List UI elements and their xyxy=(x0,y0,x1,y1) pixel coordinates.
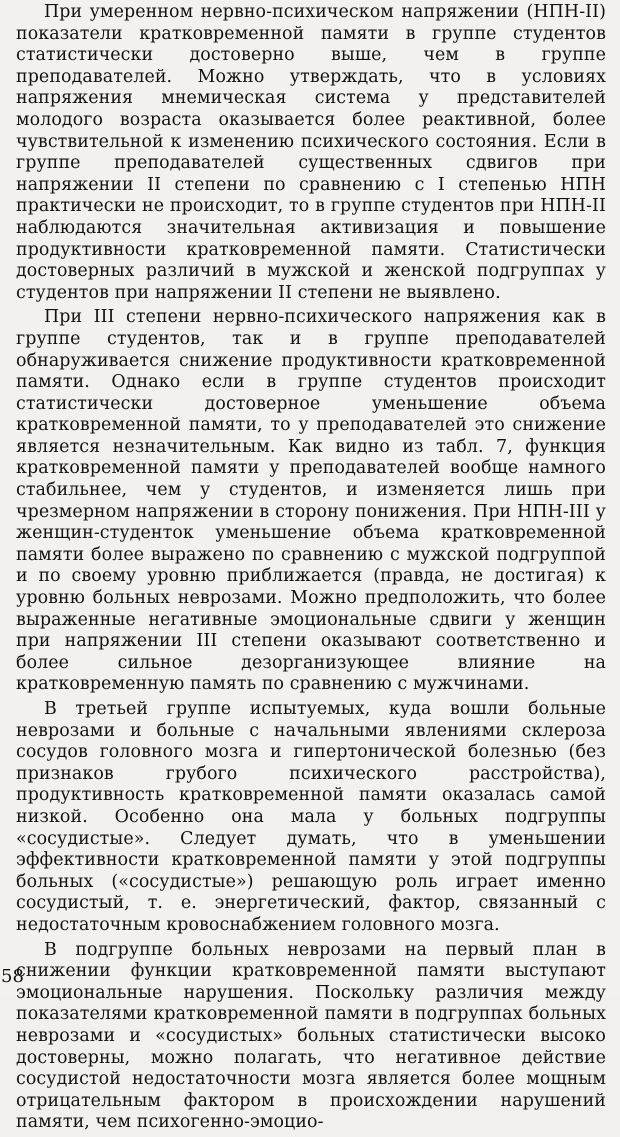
page-number: 58 xyxy=(1,966,24,987)
body-text xyxy=(16,2,606,1137)
paragraph-1: При умеренном нервно-психическом напряжении (НПН-II) показатели кратковременной памяти в группе студентов статистически достоверно выше, чем в группе преподавателей. Можно утверждать, что в условиях напряжения мнемическая система у представителей молодого возраста оказывается более реактивной, более чувствительной к изменению психического состояния. Если в группе преподавателей существенных сдвигов при напряжении II степени по сравнению с I степенью НПН практически не происходит, то в группе студентов при НПН-II наблюдаются значительная активизация и повышение продуктивности кратковременной памяти. Статистически достоверных различий в мужской и женской подгруппах у студентов при напряжении II степени не выявлено. xyxy=(16,2,606,303)
paragraph-3: В третьей группе испытуемых, куда вошли больные неврозами и больные с начальными явлениями склероза сосудов головного мозга и гипертонической болезнью (без признаков грубого психического расстройства), продуктивность кратковременной памяти оказалась самой низкой. Особенно она мала у больных подгруппы «сосудистые». Следует думать, что в уменьшении эффективности кратковременной памяти у этой подгруппы больных («сосудистые») решающую роль играет именно сосудистый, т. е. энергетический, фактор, связанный с недостаточным кровоснабжением головного мозга. xyxy=(16,699,606,935)
paragraph-2: При III степени нервно-психического напряжения как в группе студентов, так и в группе преподавателей обнаруживается снижение продуктивности кратковременной памяти. Однако если в группе студентов происходит статистически достоверное уменьшение объема кратковременной памяти, то у преподавателей это снижение является незначительным. Как видно из табл. 7, функция кратковременной памяти у преподавателей вообще намного стабильнее, чем у студентов, и изменяется лишь при чрезмерном напряжении в сторону понижения. При НПН-III у женщин-студенток уменьшение объема кратковременной памяти более выражено по сравнению с мужской подгруппой и по своему уровню приближается (правда, не достигая) к уровню больных неврозами. Можно предположить, что более выраженные негативные эмоциональные сдвиги у женщин при напряжении III степени оказывают соответственно и более сильное дезорганизующее влияние на кратковременную память по сравнению с мужчинами. xyxy=(16,307,606,695)
paragraph-4: В подгруппе больных неврозами на первый план в снижении функции кратковременной памяти выступают эмоциональные нарушения. Поскольку различия между показателями кратковременной памяти в подгруппах больных неврозами и «сосудистых» больных статистически высоко достоверны, можно полагать, что негативное действие сосудистой недостаточности мозга является более мощным отрицательным фактором в происхождении нарушений памяти, чем психогенно-эмоцио- xyxy=(16,939,606,1133)
